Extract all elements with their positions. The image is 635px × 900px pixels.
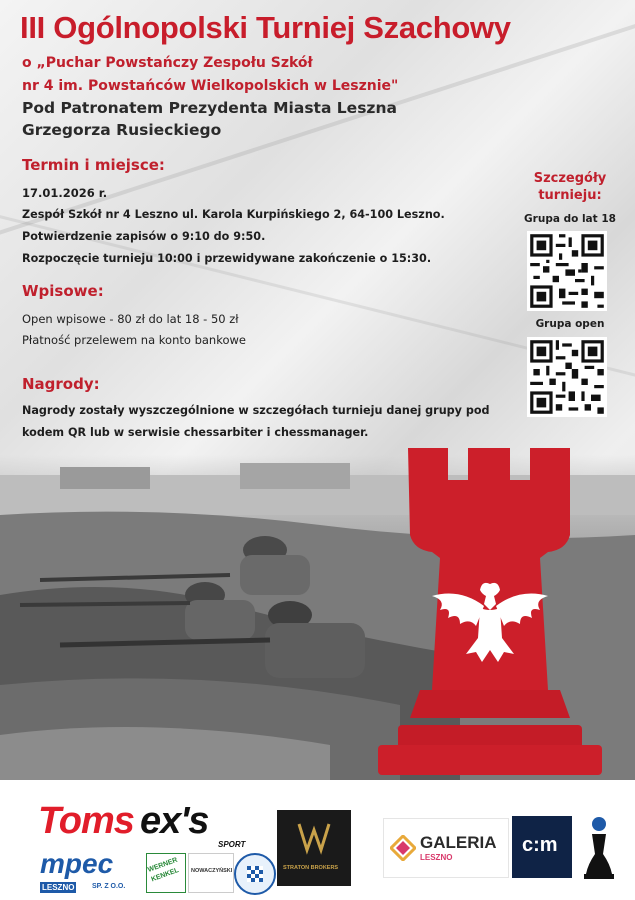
sponsor-logos-bar — [0, 780, 635, 900]
page-title: III Ogólnopolski Turniej Szachowy — [20, 10, 511, 45]
mpec-logo-sub2: SP. Z O.O. — [92, 883, 126, 890]
chess-pawn-icon — [582, 814, 616, 880]
fees-line: Płatność przelewem na konto bankowe — [22, 333, 246, 347]
prizes-heading: Nagrody: — [22, 375, 100, 393]
patronage-line: Grzegorza Rusieckiego — [22, 121, 222, 139]
event-address: Zespół Szkół nr 4 Leszno ul. Karola Kurpińskiego 2, 64-100 Leszno. — [22, 208, 445, 221]
subtitle-line: nr 4 im. Powstańców Wielkopolskich w Lesznie" — [22, 78, 399, 94]
details-heading: Szczegóły turnieju: — [533, 171, 607, 203]
exs-logo: ex's — [140, 800, 209, 842]
fees-line: Open wpisowe - 80 zł do lat 18 - 50 zł — [22, 312, 239, 326]
subtitle-line: o „Puchar Powstańczy Zespołu Szkół — [22, 55, 313, 71]
tournament-start: Rozpoczęcie turnieju 10:00 i przewidywane zakończenie o 15:30. — [22, 252, 432, 265]
mpec-logo: mpec — [40, 848, 114, 879]
patronage-line: Pod Patronatem Prezydenta Miasta Leszna — [22, 99, 397, 117]
event-date: 17.01.2026 r. — [22, 186, 108, 200]
chess-rook-emblem — [370, 440, 610, 780]
cm-logo: c:m — [512, 816, 572, 878]
fees-heading: Wpisowe: — [22, 282, 104, 300]
prizes-line: kodem QR lub w serwisie chessarbiter i chessmanager. — [22, 426, 369, 439]
galeria-leszno-logo: GALERIA LESZNO — [383, 818, 509, 878]
straton-brokers-logo: STRATON BROKERS — [277, 810, 351, 886]
mpec-logo-sub: LESZNO — [42, 883, 75, 892]
schedule-heading: Termin i miejsce: — [22, 156, 165, 174]
nowaczynski-logo: NOWACZYŃSKI — [188, 853, 234, 893]
qr-label-youth: Grupa do lat 18 — [524, 213, 616, 225]
toms-logo: Toms — [38, 800, 134, 842]
qr-code-youth[interactable] — [527, 231, 607, 311]
prizes-line: Nagrody zostały wyszczególnione w szczegółach turnieju danej grupy pod — [22, 404, 490, 417]
qr-code-open[interactable] — [527, 337, 607, 417]
qr-label-open: Grupa open — [535, 318, 605, 330]
registration-confirmation: Potwierdzenie zapisów o 9:10 do 9:50. — [22, 230, 266, 243]
chess-club-logo — [234, 853, 276, 895]
werner-kenkel-logo: WERNER KENKEL — [146, 853, 186, 893]
exs-logo-sub: SPORT — [218, 840, 246, 849]
